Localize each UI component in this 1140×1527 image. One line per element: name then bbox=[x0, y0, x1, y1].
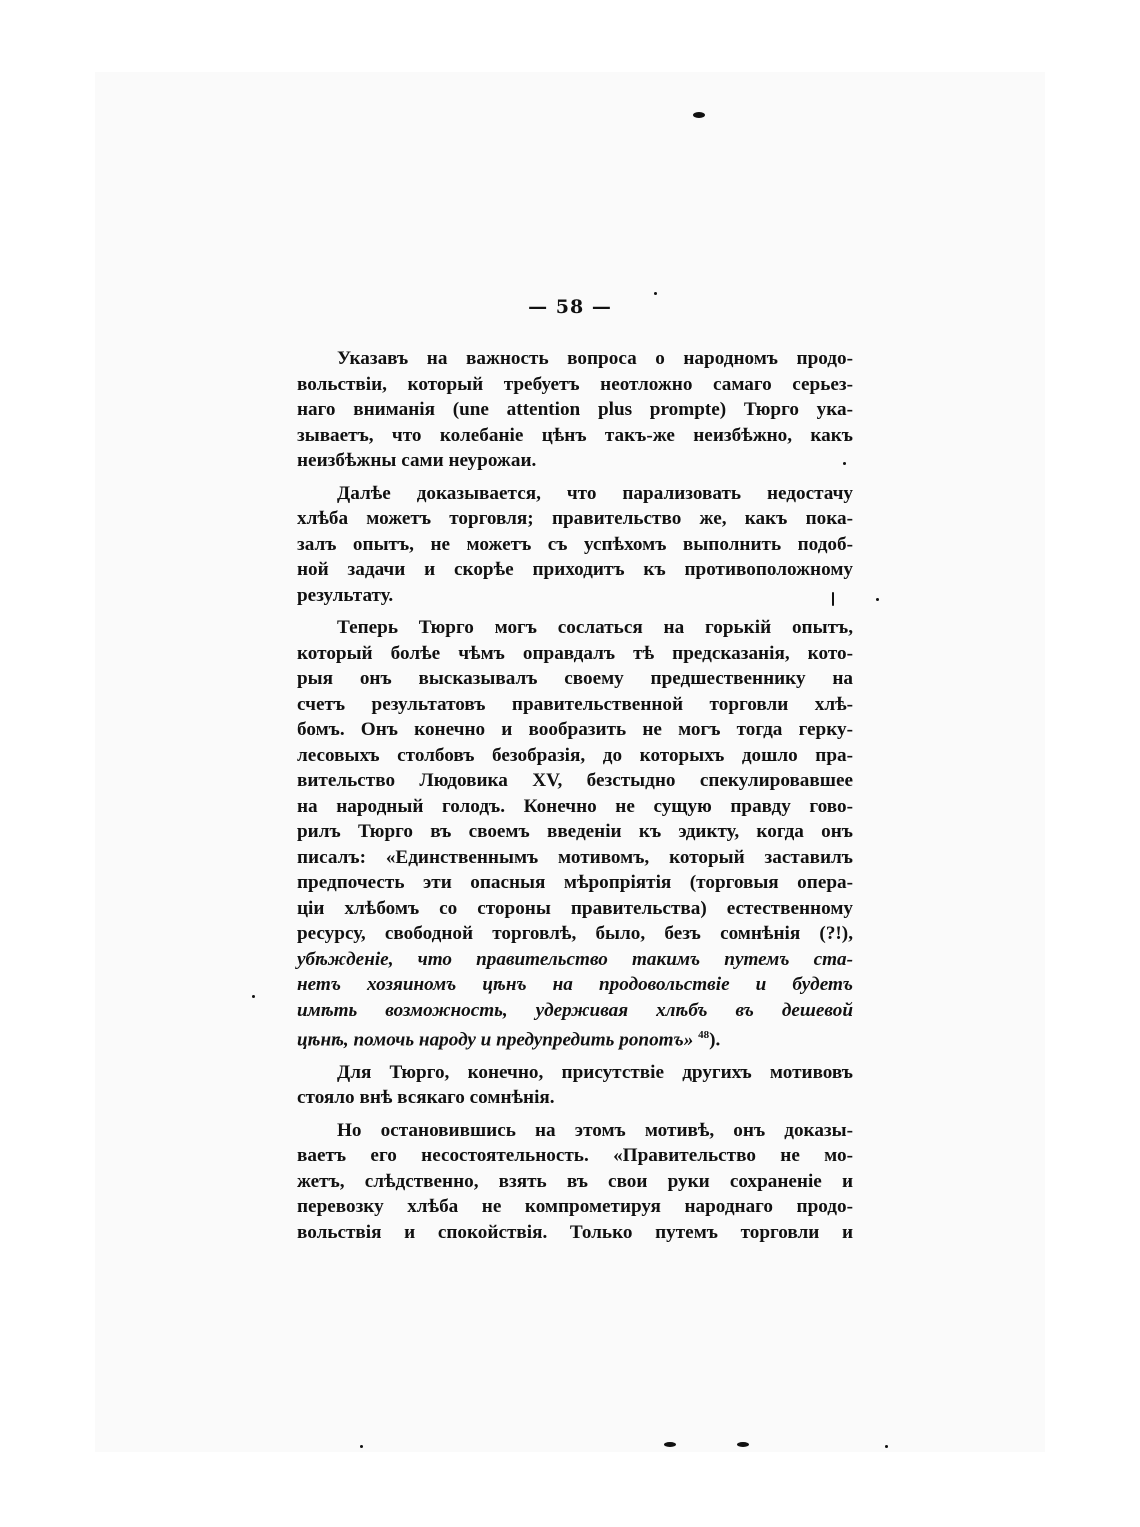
text-line: ціи хлѣбомъ со стороны правительства) естественному bbox=[297, 897, 853, 919]
text-line italic-line: убѣжденіе, что правительство такимъ путемъ ста- bbox=[297, 948, 853, 970]
footnote-marker: 48 bbox=[698, 1029, 710, 1041]
paragraph-3 bbox=[297, 615, 853, 1053]
text-line: вительство Людовика XV, безстыдно спекулировавшее bbox=[297, 770, 853, 791]
ink-speck bbox=[360, 1445, 363, 1448]
text-line: зываетъ, что колебаніе цѣнъ такъ-же неизбѣжно, какъ bbox=[297, 424, 853, 446]
text-line: вольствіи, который требуетъ неотложно самаго серьез- bbox=[297, 373, 853, 395]
text-line: лесовыхъ столбовъ безобразія, до которыхъ дошло пра- bbox=[297, 744, 853, 766]
text-line: жетъ, слѣдственно, взять въ свои руки сохраненіе и bbox=[297, 1170, 853, 1192]
text-line: рыя онъ высказывалъ своему предшественнику на bbox=[297, 668, 853, 689]
closing-paren: ). bbox=[709, 1029, 721, 1051]
page-number: — 58 — bbox=[528, 296, 612, 318]
text-line: счетъ результатовъ правительственной торговли хлѣ- bbox=[297, 693, 853, 715]
text-line: ваетъ его несостоятельность. «Правительство не мо- bbox=[297, 1145, 853, 1167]
ink-speck bbox=[654, 292, 657, 295]
ink-speck bbox=[664, 1442, 676, 1447]
paragraph-1 bbox=[297, 346, 853, 474]
text-line: Далѣе доказывается, что парализовать недостачу bbox=[337, 482, 853, 504]
text-line-with-footnote bbox=[297, 1023, 853, 1053]
text-line italic-line: имѣть возможность, удерживая хлѣбъ въ дешевой bbox=[297, 999, 853, 1021]
ink-speck bbox=[693, 112, 705, 118]
text-line: бомъ. Онъ конечно и вообразить не могъ тогда герку- bbox=[297, 719, 853, 740]
text-line: Для Тюрго, конечно, присутствіе другихъ мотивовъ bbox=[337, 1061, 853, 1083]
text-line: результату. bbox=[297, 584, 394, 606]
text-line: перевозку хлѣба не компрометируя народнаго продо- bbox=[297, 1196, 853, 1218]
ink-speck bbox=[252, 995, 255, 998]
ink-speck bbox=[876, 598, 879, 601]
text-line: Но остановившись на этомъ мотивѣ, онъ доказы- bbox=[337, 1119, 853, 1141]
text-line: рилъ Тюрго въ своемъ введеніи къ эдикту, когда онъ bbox=[297, 821, 853, 842]
ink-speck bbox=[737, 1442, 749, 1447]
text-line: вольствія и спокойствія. Только путемъ торговли и bbox=[297, 1221, 853, 1243]
text-line italic-line: нетъ хозяиномъ цѣнъ на продовольствіе и будетъ bbox=[297, 974, 853, 995]
paragraph-4 bbox=[297, 1060, 853, 1111]
paragraph-5 bbox=[297, 1118, 853, 1246]
quoted-text: цѣнѣ, помочь народу и предупредить ропотъ» bbox=[297, 1029, 694, 1051]
text-line: писалъ: «Единственнымъ мотивомъ, который заставилъ bbox=[297, 846, 853, 868]
text-line: предпочесть эти опасныя мѣропріятія (торговыя опера- bbox=[297, 872, 853, 893]
text-line: Теперь Тюрго могъ сослаться на горькій опытъ, bbox=[337, 617, 853, 638]
text-line: Указавъ на важность вопроса о народномъ продо- bbox=[337, 348, 853, 369]
text-line: хлѣба можетъ торговля; правительство же, какъ пока- bbox=[297, 508, 853, 529]
text-line: наго вниманія (une attention plus prompte) Тюрго ука- bbox=[297, 399, 853, 420]
body-text bbox=[297, 346, 853, 1252]
text-line: ресурсу, свободной торговлѣ, было, безъ сомнѣнія (?!), bbox=[297, 923, 853, 944]
text-line: залъ опытъ, не можетъ съ успѣхомъ выполнить подоб- bbox=[297, 533, 853, 555]
text-line: который болѣе чѣмъ оправдалъ тѣ предсказанія, кото- bbox=[297, 642, 853, 664]
text-line: на народный голодъ. Конечно не сущую правду гово- bbox=[297, 795, 853, 817]
paragraph-2 bbox=[297, 481, 853, 609]
text-line: стояло внѣ всякаго сомнѣнія. bbox=[297, 1087, 555, 1109]
text-line: неизбѣжны сами неурожаи. bbox=[297, 450, 537, 471]
text-line: ной задачи и скорѣе приходитъ къ противоположному bbox=[297, 559, 853, 580]
ink-speck bbox=[885, 1445, 888, 1448]
